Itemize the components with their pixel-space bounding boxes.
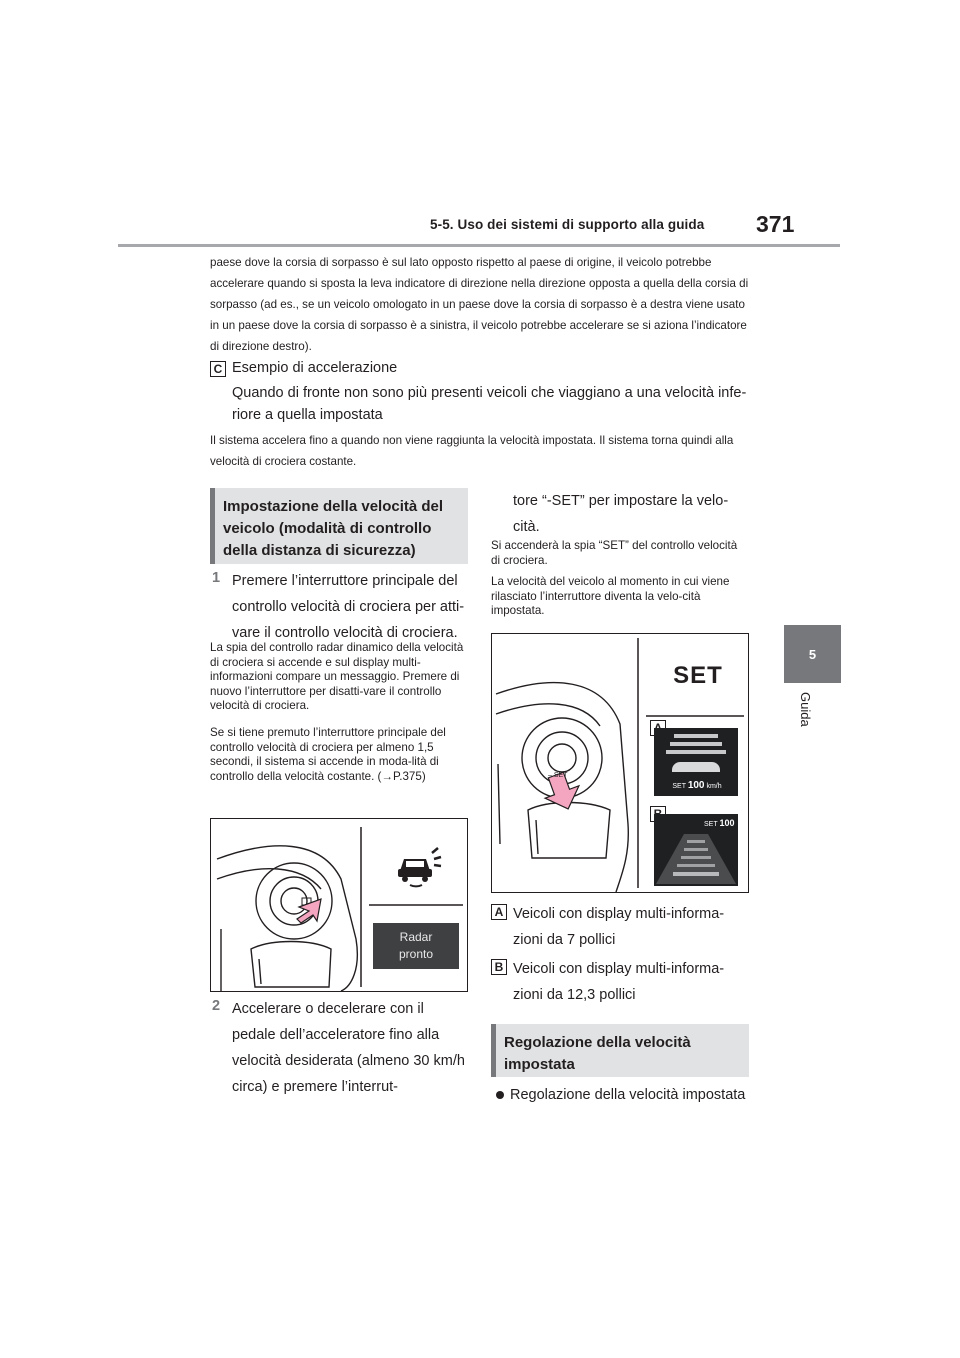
section-title: 5-5. Uso dei sistemi di supporto alla guida bbox=[430, 217, 705, 232]
step-1-note-1: La spia del controllo radar dinamico della velocità di crociera si accende e sul display multi-informazioni compare un messaggio. Premere di nuovo l’interruttore per disatti-vare il controllo velocità di crociera. bbox=[210, 641, 464, 712]
set-switch-label: – SET bbox=[548, 772, 568, 779]
example-description: Quando di fronte non sono più presenti veicoli che viaggiano a una velocità infe-riore a quella impostata bbox=[232, 385, 747, 423]
step-1-text: Premere l’interruttore principale del controllo velocità di crociera per atti-vare il controllo velocità di crociera. bbox=[232, 573, 465, 641]
display-a-speed: 100 bbox=[687, 780, 705, 791]
chapter-tab[interactable] bbox=[784, 625, 841, 683]
display-12-inch bbox=[654, 814, 738, 886]
example-note: Il sistema accelera fino a quando non viene raggiunta la velocità impostata. Il sistema torna quindi alla velocità di crociera costante. bbox=[210, 434, 734, 468]
step-2-note-2: La velocità del veicolo al momento in cui viene rilasciato l’interruttore diventa la velo-cità impostata. bbox=[491, 575, 730, 617]
legend-tag-b: B bbox=[491, 959, 507, 975]
step-1-number: 1 bbox=[212, 570, 221, 586]
legend-b-text: Veicoli con display multi-informa-zioni da 12,3 pollici bbox=[513, 961, 725, 1003]
display-line-1: Radar bbox=[399, 930, 433, 944]
step-2-text-left: Accelerare o decelerare con il pedale dell’acceleratore fino alla velocità desiderata (almeno 30 km/h circa) e premere l’interrut- bbox=[232, 1001, 465, 1095]
display-radar-ready bbox=[373, 923, 459, 969]
page-number: 371 bbox=[756, 211, 795, 237]
bullet-adjust-speed: Regolazione della velocità impostata bbox=[510, 1087, 746, 1103]
tag-c: C bbox=[210, 361, 226, 377]
bullet-icon bbox=[496, 1091, 504, 1099]
display-a-unit: km/h bbox=[706, 783, 722, 790]
set-indicator-text: SET bbox=[673, 662, 723, 689]
display-line-2: pronto bbox=[398, 947, 434, 961]
chapter-label: Guida bbox=[798, 692, 813, 727]
section-heading-adjust-speed: Regolazione della velocità impostata bbox=[491, 1024, 749, 1077]
legend-tag-a: A bbox=[491, 904, 507, 920]
figure-set-switch bbox=[491, 633, 749, 893]
chapter-number: 5 bbox=[808, 646, 817, 662]
header-rule bbox=[118, 244, 840, 247]
step-2-text-right: tore “-SET” per impostare la velo-cità. bbox=[513, 493, 729, 535]
step-2-number: 2 bbox=[212, 998, 221, 1014]
display-b-set: SET bbox=[704, 821, 718, 828]
step-1-note-2: Se si tiene premuto l’interruttore principale del controllo velocità di crociera per almeno 1,5 secondi, il sistema si accende in moda-lità di controllo della velocità costante. (→P.375) bbox=[210, 726, 446, 783]
step-2-note-1: Si accenderà la spia “SET” del controllo velocità di crociera. bbox=[491, 539, 738, 567]
display-7-inch bbox=[654, 728, 738, 796]
example-title: Esempio di accelerazione bbox=[232, 360, 398, 376]
intro-paragraph: paese dove la corsia di sorpasso è sul lato opposto rispetto al paese di origine, il veicolo potrebbe accelerare quando si sposta la leva indicatore di direzione nella direzione opposta a quella della corsia di sorpasso (ad es., se un veicolo omologato in un paese dove la corsia di sorpasso è a destra viene usato in un paese dove la corsia di sorpasso è a sinistra, il veicolo potrebbe accelerare se si aziona l’indicatore di direzione destro). bbox=[210, 256, 749, 353]
display-a-set: SET bbox=[672, 783, 686, 790]
figure-main-switch bbox=[210, 818, 468, 992]
legend-a-text: Veicoli con display multi-informa-zioni da 7 pollici bbox=[513, 906, 725, 948]
section-heading-speed-setting: Impostazione della velocità del veicolo (modalità di controllo della distanza di sicurezza) bbox=[210, 488, 468, 564]
display-b-speed: 100 bbox=[719, 818, 735, 828]
radar-cruise-icon bbox=[398, 848, 441, 886]
